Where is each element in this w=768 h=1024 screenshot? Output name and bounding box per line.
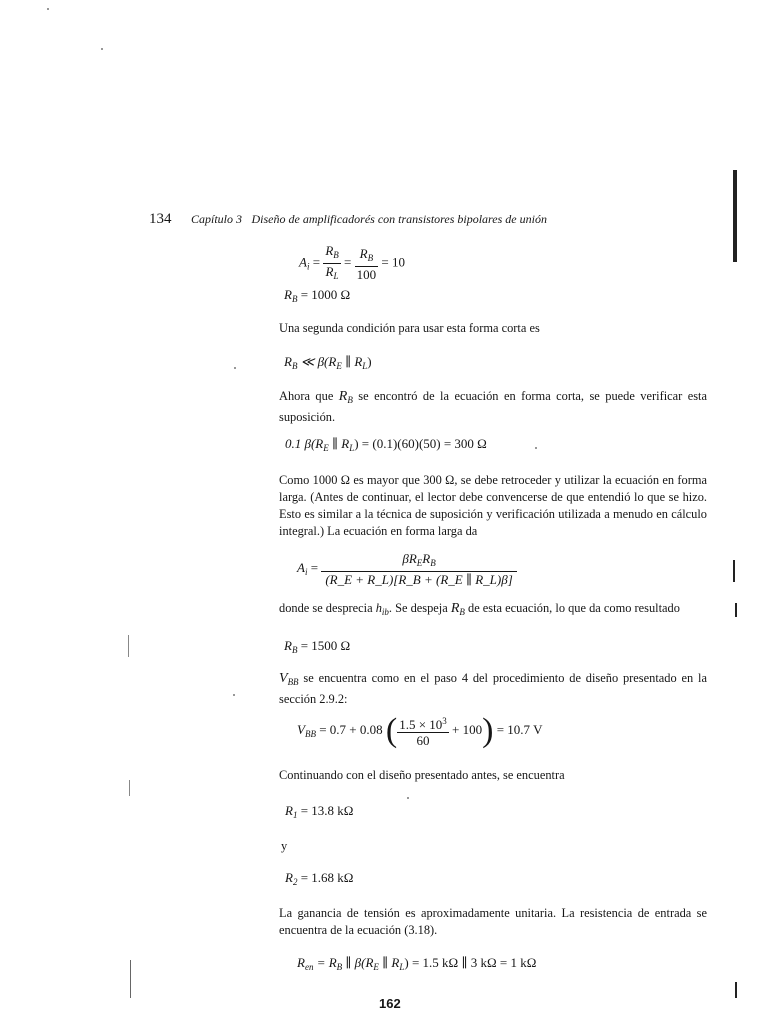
equation-r2: $R_2 = 1.68$ kΩ bbox=[285, 870, 354, 887]
scan-edge-left-2 bbox=[129, 780, 130, 796]
scan-edge-right-top bbox=[733, 170, 737, 262]
equation-rb-1000: $R_B = 1000$ Ω bbox=[284, 287, 351, 304]
speck-1 bbox=[47, 8, 49, 10]
equation-condition: $R_B$ ≪ $\beta(R_E$ ∥ $R_L$) bbox=[284, 354, 372, 371]
speck-3 bbox=[234, 367, 236, 369]
paragraph-voltage-gain: La ganancia de tensión es aproximadamente unitaria. La resistencia de entrada se encuentra de la ecuación (3.18). bbox=[279, 906, 707, 937]
header-page-number: 134 bbox=[149, 211, 172, 227]
speck-6 bbox=[233, 694, 235, 696]
paragraph-continuing: Continuando con el diseño presentado antes, se encuentra bbox=[279, 768, 565, 782]
footer-page-number: 162 bbox=[379, 996, 401, 1011]
speck-2 bbox=[101, 48, 103, 50]
paragraph-second-condition: Una segunda condición para usar esta forma corta es bbox=[279, 321, 540, 335]
equation-ai-long: $A_i$ = $\frac{\beta R_ER_B}{(R\_E + R\_L)[R\_B + (R\_E \parallel R\_L)\beta]}$ bbox=[297, 551, 517, 587]
speck-4 bbox=[535, 447, 537, 449]
scan-edge-right-bottom bbox=[735, 982, 737, 998]
paragraph-vbb: $V_{BB}$ se encuentra como en el paso 4 del procedimiento de diseño presentado en la sección 2.9.2: bbox=[279, 671, 707, 706]
paragraph-verify: Ahora que $R_B$ se encontró de la ecuación en forma corta, se puede verificar esta suposición. bbox=[279, 389, 707, 424]
running-header bbox=[149, 211, 547, 228]
header-chapter: Capítulo 3 bbox=[191, 212, 243, 226]
speck-5 bbox=[407, 797, 409, 799]
fraction-rb-100: $\frac{R_B}{100}$ bbox=[356, 245, 377, 282]
scan-edge-right-mid2 bbox=[735, 603, 737, 617]
fraction-rb-rl: $\frac{R_B}{R_L}$ bbox=[325, 243, 339, 281]
header-chapter-title: Diseño de amplificadorés con transistores bipolares de unión bbox=[251, 212, 547, 226]
equation-r1: $R_1 = 13.8$ kΩ bbox=[285, 803, 354, 820]
paragraph-neglect-hib: donde se desprecia $h_{ib}$. Se despeja $R_B$ de esta ecuación, lo que da como resultado bbox=[279, 601, 680, 617]
equation-rin: $R_{en} = R_B$ ∥ $\beta(R_E$ ∥ $R_L) = 1.5$ kΩ ∥ 3 kΩ = 1 kΩ bbox=[297, 955, 537, 972]
equation-rb-1500: $R_B = 1500$ Ω bbox=[284, 638, 351, 655]
scan-edge-right-mid bbox=[733, 560, 735, 582]
paragraph-long-form: Como 1000 Ω es mayor que 300 Ω, se debe retroceder y utilizar la ecuación en forma larga. (Antes de continuar, el lector debe convencerse de que entendió lo que se hizo. Esto es similar a la técnica de suposición y verificación utilizada a menudo en cálculo integral.) La ecuación en forma larga da bbox=[279, 473, 707, 538]
scan-edge-left-1 bbox=[128, 635, 129, 657]
equation-vbb: $V_{BB} = 0.7 + 0.08$ ( $\frac{1.5 \times 10^3}{60}$ + 100) = 10.7 V bbox=[297, 712, 543, 749]
equation-ai-short: $A_i$ = $\frac{R_B}{R_L}$ = $\frac{R_B}{100}$ = 10 bbox=[299, 243, 405, 284]
fraction-vbb: $\frac{1.5 \times 10^3}{60}$ bbox=[399, 716, 447, 748]
equation-check-300: 0.1 $\beta(R_E$ ∥ $R_L) = (0.1)(60)(50) = 300$ Ω bbox=[285, 436, 487, 453]
fraction-ai-long: $\frac{\beta R_ER_B}{(R\_E + R\_L)[R\_B + (R\_E \parallel R\_L)\beta]}$ bbox=[321, 551, 516, 587]
paragraph-y: y bbox=[281, 839, 288, 853]
scan-edge-left-3 bbox=[130, 960, 131, 998]
